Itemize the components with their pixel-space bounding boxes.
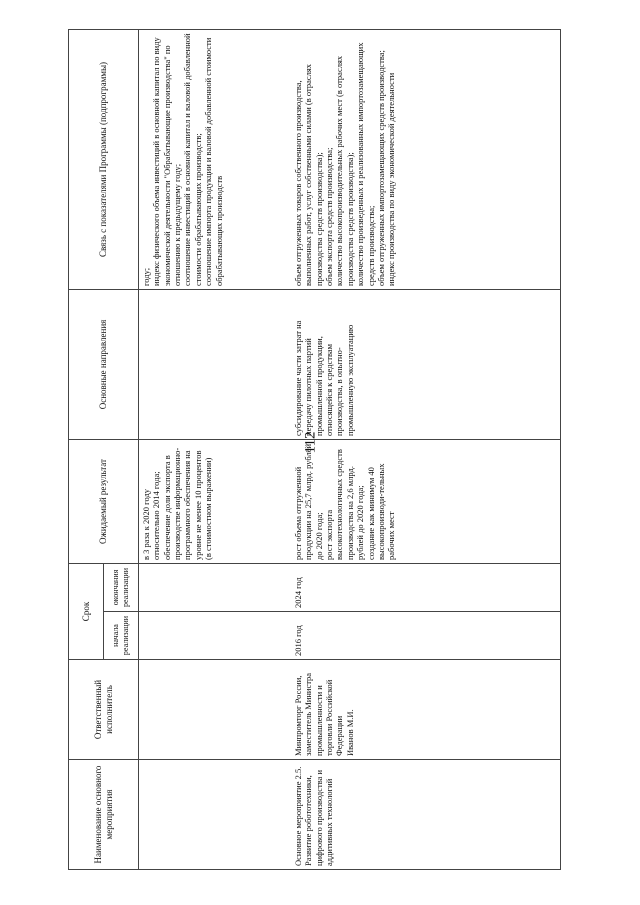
cell-indicators: объем отгруженных товаров собственного производства, выполненных работ, услуг собственными силами (в отраслях производства средств производства); объем экспорта средств производства; количество высокопроизводительных рабочих мест (в отраслях производства средств производства); количество произведенных и реализованных импортозамещающих средств производства; объем отгруженных импортозамещающих средств производства; индекс производства по виду экономической деятельности	[291, 29, 561, 289]
cell-expected-result: рост объема отгруженной продукции на 25,7 млрд. рублей до 2020 года; рост экспорта высокотехнологичных средств производства на 2,6 млрд. рублей до 2020 года; создание как минимум 40 высокопроизводи-тельных рабочих мест	[291, 439, 561, 563]
header-executor: Ответственный исполнитель	[69, 660, 139, 760]
cell-executor: Минпромторг России, заместитель Министра промышленности и торговли Российской Федерации Иванов М.И.	[291, 660, 561, 760]
table-row	[139, 29, 292, 869]
header-indicators-link: Связь с показателями Программы (подпрограммы)	[69, 29, 139, 289]
cell-term-start: 2016 год	[291, 612, 561, 660]
cell-expected-result: в 3 раза к 2020 году относительно 2014 года; обеспечение доли экспорта в производстве информационно-программного обеспечения на уровне не менее 10 процентов (в стоимостном выражении)	[139, 439, 292, 563]
cell-indicators: году; индекс физического объема инвестиций в основной капитал по виду экономической деятельности "Обрабатывающие производства" по отношению к предыдущему году; соотношение инвестиций в основной капитал и валовой добавленной стоимости обрабатывающих производств; соотношение импорта продукции и валовой добавленной стоимости обрабатывающих производств	[139, 29, 292, 289]
cell-term-end: 2024 год	[291, 563, 561, 611]
header-term-end: окончания реализации	[104, 563, 139, 611]
header-expected-result: Ожидаемый результат	[69, 439, 139, 563]
table-row	[291, 29, 561, 869]
cell-main-directions	[139, 289, 292, 439]
rotated-table-container	[68, 30, 606, 870]
header-term-start: начала реализации	[104, 612, 139, 660]
cell-measure-name	[139, 760, 292, 870]
header-term: Срок	[69, 563, 104, 659]
measures-table	[68, 29, 561, 870]
header-measure-name: Наименование основного мероприятия	[69, 760, 139, 870]
header-main-directions: Основные направления	[69, 289, 139, 439]
cell-term-start	[139, 612, 292, 660]
cell-term-end	[139, 563, 292, 611]
cell-main-directions: субсидирование части затрат на передачу пилотных партий промышленной продукции, относящейся к средствам производства, в опытно-промышленную эксплуатацию	[291, 289, 561, 439]
table-header-row	[69, 29, 104, 869]
cell-measure-name: Основное мероприятие 2.5. Развитие робототехники, цифрового производства и аддитивных технологий	[291, 760, 561, 870]
cell-executor	[139, 660, 292, 760]
page-number: 112	[302, 431, 319, 454]
